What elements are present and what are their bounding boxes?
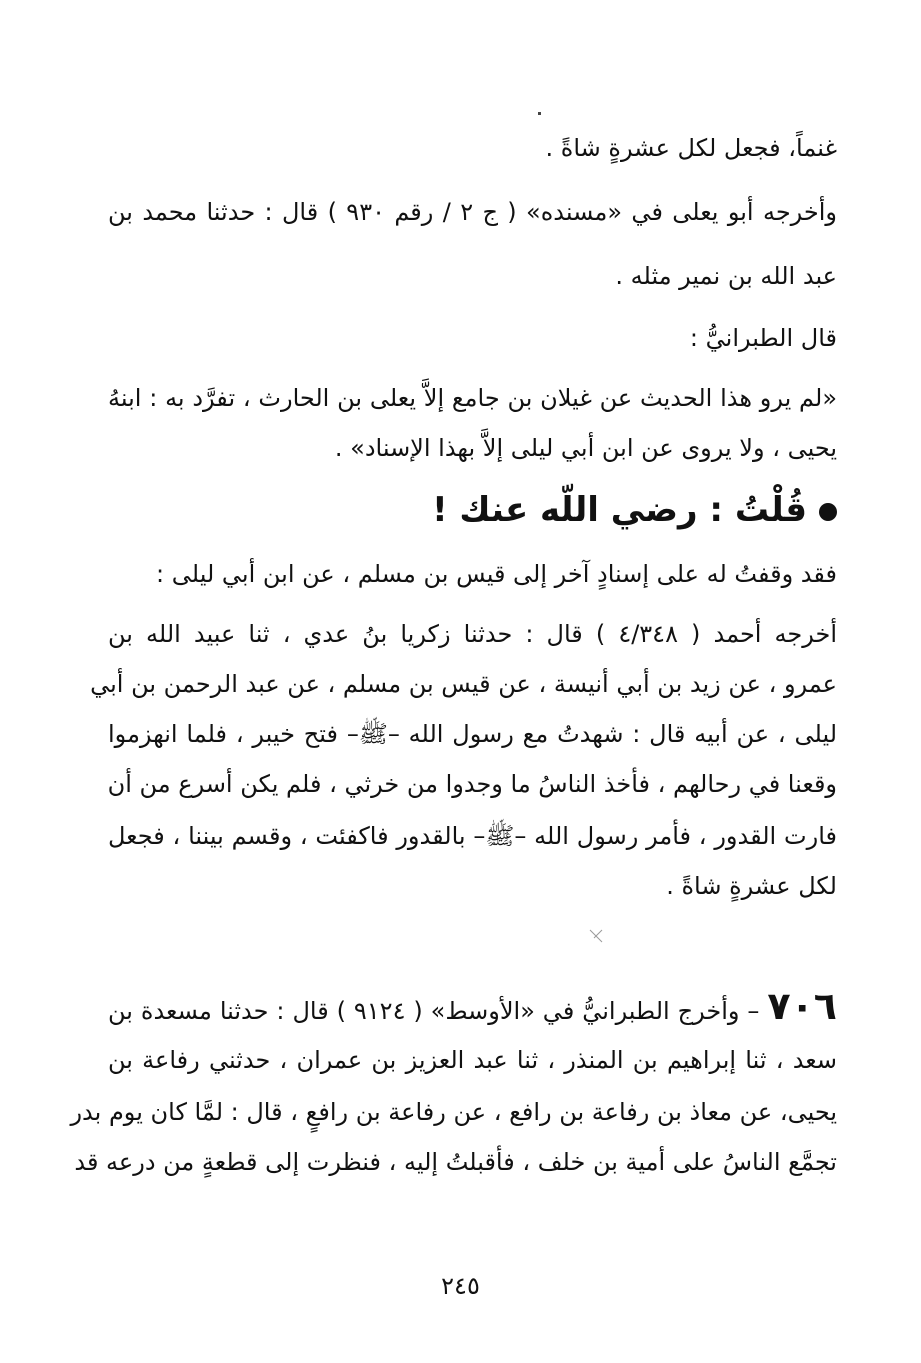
bullet-icon [819, 503, 837, 521]
text-line: وقعنا في رحالهم ، فأخذ الناسُ ما وجدوا من خرثي ، فلم يكن أسرع من أن [107, 770, 837, 798]
scan-speck [538, 112, 541, 115]
text-line: فقد وقفتُ له على إسنادٍ آخر إلى قيس بن مسلم ، عن ابن أبي ليلى : [156, 560, 837, 588]
quote-line: يحيى ، ولا يروى عن ابن أبي ليلى إلاَّ بهذا الإسناد» . [334, 434, 837, 462]
text-line: قال الطبرانيُّ : [689, 324, 837, 352]
text-line: سعد ، ثنا إبراهيم بن المنذر ، ثنا عبد العزيز بن عمران ، حدثني رفاعة بن [108, 1046, 837, 1074]
hadith-text: – وأخرج الطبرانيُّ في «الأوسط» ( ٩١٢٤ ) قال : حدثنا مسعدة بن [108, 997, 760, 1025]
text-line: يحيى، عن معاذ بن رفاعة بن رافع ، عن رفاعة بن رافعٍ ، قال : لمَّا كان يوم بدر [70, 1098, 837, 1126]
text-line: تجمَّع الناسُ على أمية بن خلف ، فأقبلتُ إليه ، فنظرت إلى قطعةٍ من درعه قد [74, 1148, 837, 1176]
text-line: غنماً، فجعل لكل عشرةٍ شاةً . [545, 134, 837, 162]
text-line: وأخرجه أبو يعلى في «مسنده» ( ج ٢ / رقم ٩٣٠ ) قال : حدثنا محمد بن [108, 198, 837, 226]
text-line: ليلى ، عن أبيه قال : شهدتُ مع رسول الله –ﷺ– فتح خيبر ، فلما انهزموا [108, 720, 837, 748]
heading-text: قُلْتُ : رضي اللّه عنك ! [432, 490, 807, 530]
text-line: عمرو ، عن زيد بن أبي أنيسة ، عن قيس بن مسلم ، عن عبد الرحمن بن أبي [90, 670, 837, 698]
text-line: أخرجه أحمد ( ٤/٣٤٨ ) قال : حدثنا زكريا بنُ عدي ، ثنا عبيد الله بن [108, 620, 837, 648]
hadith-entry-line [108, 986, 837, 1031]
scan-mark-icon [588, 928, 604, 944]
text-line: لكل عشرةٍ شاةً . [666, 872, 837, 900]
hadith-number: ٧٠٦ [767, 984, 837, 1028]
text-line: فارت القدور ، فأمر رسول الله –ﷺ– بالقدور فاكفئت ، وقسم بيننا ، فجعل [108, 822, 837, 850]
text-line: عبد الله بن نمير مثله . [615, 262, 837, 290]
page-number: ٢٤٥ [441, 1272, 480, 1300]
section-heading [432, 484, 837, 536]
quote-line: «لم يرو هذا الحديث عن غيلان بن جامع إلاَّ يعلى بن الحارث ، تفرَّد به : ابنهُ [108, 384, 837, 412]
